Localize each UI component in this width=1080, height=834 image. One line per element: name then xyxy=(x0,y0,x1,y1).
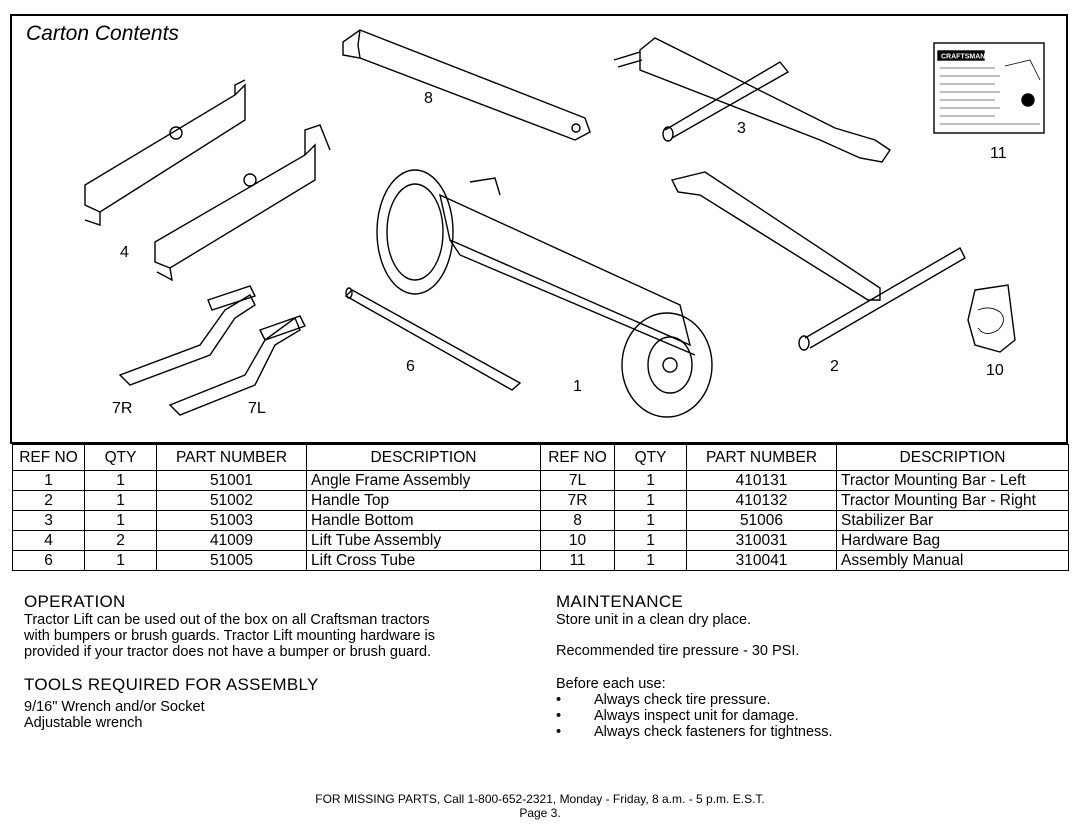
table-row xyxy=(13,511,1069,531)
cell-desc: Tractor Mounting Bar - Left xyxy=(837,471,1069,491)
cell-ref: 8 xyxy=(541,511,615,531)
bullet-text: Always check fasteners for tightness. xyxy=(594,724,833,740)
cell-ref: 10 xyxy=(541,531,615,551)
header-part-number: PART NUMBER xyxy=(157,445,307,471)
cell-qty: 1 xyxy=(85,491,157,511)
manual-brand-text: CRAFTSMAN xyxy=(941,53,986,61)
label-1: 1 xyxy=(573,378,582,395)
label-6: 6 xyxy=(406,358,415,375)
table-row xyxy=(13,491,1069,511)
page-number: Page 3. xyxy=(519,806,561,820)
lift-cross-tube-drawing xyxy=(346,288,520,390)
cell-ref: 3 xyxy=(13,511,85,531)
cell-qty: 2 xyxy=(85,531,157,551)
operation-heading: OPERATION xyxy=(24,592,126,611)
cell-desc: Tractor Mounting Bar - Right xyxy=(837,491,1069,511)
cell-part: 51001 xyxy=(157,471,307,491)
label-7l: 7L xyxy=(248,400,266,417)
cell-ref: 7R xyxy=(541,491,615,511)
cell-part: 51003 xyxy=(157,511,307,531)
maintenance-line-1: Store unit in a clean dry place. xyxy=(556,612,752,628)
label-4: 4 xyxy=(120,244,129,261)
tools-line-2: Adjustable wrench xyxy=(24,715,143,731)
cell-desc: Stabilizer Bar xyxy=(837,511,1069,531)
cell-qty: 1 xyxy=(615,511,687,531)
missing-parts-footer: FOR MISSING PARTS, Call 1-800-652-2321, Monday - Friday, 8 a.m. - 5 p.m. E.S.T. xyxy=(315,792,765,806)
cell-desc: Assembly Manual xyxy=(837,551,1069,571)
cell-desc: Lift Cross Tube xyxy=(307,551,541,571)
cell-ref: 2 xyxy=(13,491,85,511)
handle-top-drawing xyxy=(672,172,965,350)
label-10: 10 xyxy=(986,362,1004,379)
parts-table-header xyxy=(13,445,1069,471)
angle-frame-assembly-drawing xyxy=(377,170,712,417)
cell-qty: 1 xyxy=(615,531,687,551)
cell-qty: 1 xyxy=(615,551,687,571)
parts-table xyxy=(12,444,1069,571)
bullet-text: Always check tire pressure. xyxy=(594,692,771,708)
cell-ref: 4 xyxy=(13,531,85,551)
maintenance-bullet: • Always check tire pressure. xyxy=(556,692,771,708)
header-qty: QTY xyxy=(85,445,157,471)
cell-qty: 1 xyxy=(85,511,157,531)
tools-heading: TOOLS REQUIRED FOR ASSEMBLY xyxy=(24,675,319,694)
label-11: 11 xyxy=(990,145,1007,162)
cell-qty: 1 xyxy=(615,491,687,511)
cell-desc: Hardware Bag xyxy=(837,531,1069,551)
carton-title: Carton Contents xyxy=(26,22,179,45)
cell-part: 310031 xyxy=(687,531,837,551)
maintenance-line-3: Before each use: xyxy=(556,676,666,692)
tools-line-1: 9/16" Wrench and/or Socket xyxy=(24,699,205,715)
stabilizer-bar-drawing xyxy=(343,30,590,140)
maintenance-heading: MAINTENANCE xyxy=(556,592,684,611)
cell-qty: 1 xyxy=(85,471,157,491)
operation-line-3: provided if your tractor does not have a bumper or brush guard. xyxy=(24,644,432,660)
operation-line-2: with bumpers or brush guards. Tractor Lift mounting hardware is xyxy=(24,628,436,644)
cell-part: 51005 xyxy=(157,551,307,571)
cell-qty: 1 xyxy=(615,471,687,491)
cell-part: 410131 xyxy=(687,471,837,491)
label-3: 3 xyxy=(737,120,746,137)
tractor-mounting-bars-drawing xyxy=(120,286,305,415)
header-description-2: DESCRIPTION xyxy=(837,445,1069,471)
operation-line-1: Tractor Lift can be used out of the box on all Craftsman tractors xyxy=(24,612,430,628)
cell-desc: Handle Top xyxy=(307,491,541,511)
hardware-bag-drawing xyxy=(968,285,1015,352)
cell-part: 41009 xyxy=(157,531,307,551)
table-row xyxy=(13,531,1069,551)
cell-part: 51002 xyxy=(157,491,307,511)
handle-bottom-drawing xyxy=(614,38,890,162)
cell-part: 51006 xyxy=(687,511,837,531)
label-7r: 7R xyxy=(112,400,133,417)
header-ref-no: REF NO xyxy=(13,445,85,471)
maintenance-line-2: Recommended tire pressure - 30 PSI. xyxy=(556,643,800,659)
cell-desc: Handle Bottom xyxy=(307,511,541,531)
table-row xyxy=(13,471,1069,491)
maintenance-bullet: • Always check fasteners for tightness. xyxy=(556,724,833,740)
maintenance-bullet: • Always inspect unit for damage. xyxy=(556,708,799,724)
header-qty-2: QTY xyxy=(615,445,687,471)
header-part-number-2: PART NUMBER xyxy=(687,445,837,471)
cell-part: 310041 xyxy=(687,551,837,571)
assembly-manual-drawing xyxy=(934,43,1044,133)
cell-ref: 6 xyxy=(13,551,85,571)
table-row xyxy=(13,551,1069,571)
label-8: 8 xyxy=(424,90,433,107)
cell-part: 410132 xyxy=(687,491,837,511)
cell-desc: Lift Tube Assembly xyxy=(307,531,541,551)
cell-ref: 1 xyxy=(13,471,85,491)
cell-desc: Angle Frame Assembly xyxy=(307,471,541,491)
label-2: 2 xyxy=(830,358,839,375)
cell-ref: 7L xyxy=(541,471,615,491)
cell-ref: 11 xyxy=(541,551,615,571)
cell-qty: 1 xyxy=(85,551,157,571)
header-description: DESCRIPTION xyxy=(307,445,541,471)
header-ref-no-2: REF NO xyxy=(541,445,615,471)
bullet-text: Always inspect unit for damage. xyxy=(594,708,799,724)
